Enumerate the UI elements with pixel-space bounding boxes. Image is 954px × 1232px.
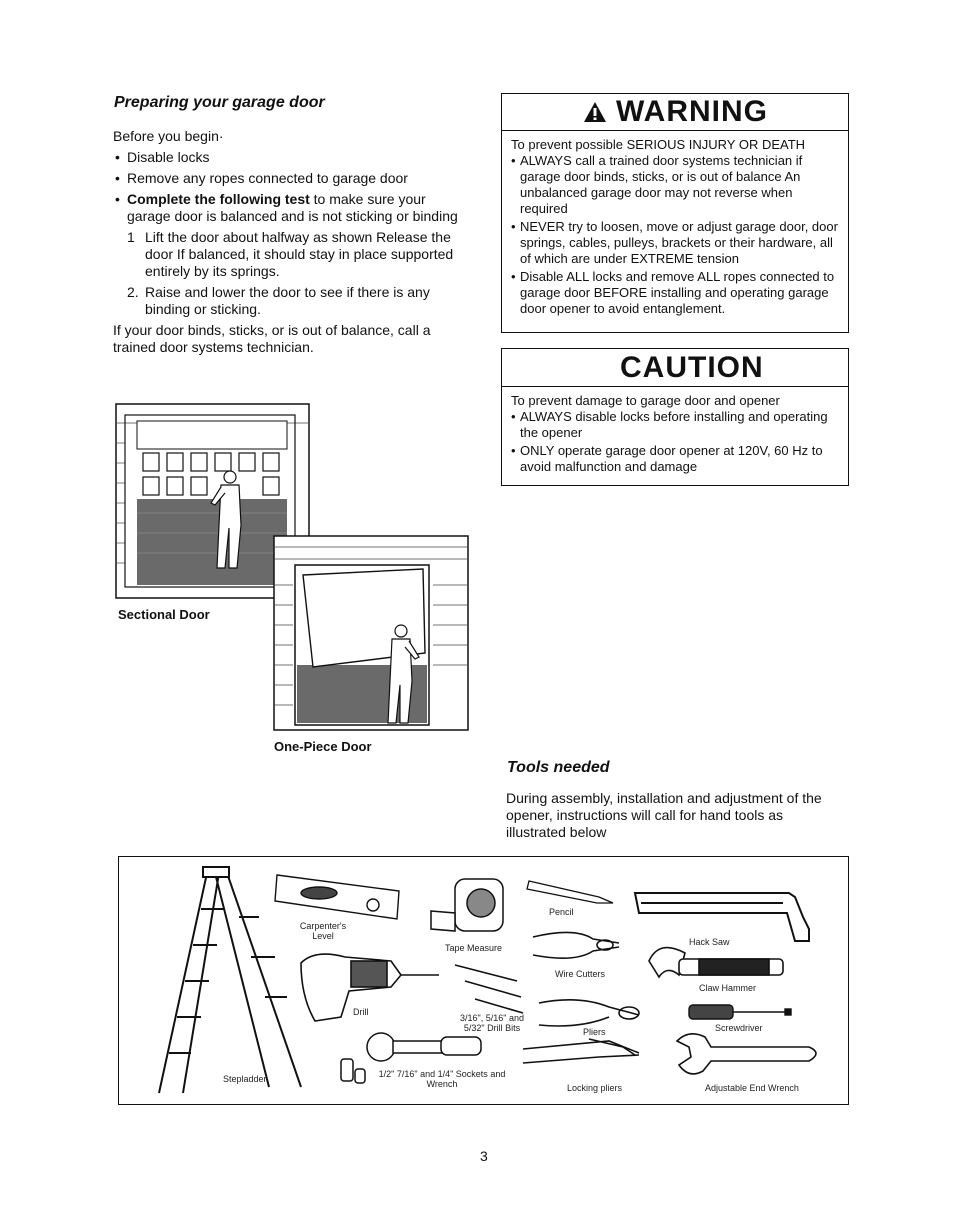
onepiece-caption: One-Piece Door (274, 739, 372, 754)
preparing-title: Preparing your garage door (114, 94, 325, 111)
carpenters-level-icon (275, 875, 399, 919)
step-1-num: 1 (127, 229, 135, 245)
label-screwdriver: Screwdriver (715, 1023, 763, 1033)
caution-intro: To prevent damage to garage door and opener (511, 393, 780, 408)
step-2 (127, 284, 458, 318)
step-1-text: Lift the door about halfway as shown Release the door If balanced, it should stay in place supported entirely by its springs. (145, 229, 454, 279)
bullet-complete-test (113, 191, 458, 225)
tools-illustration-box (118, 856, 849, 1105)
tools-drawings (119, 857, 847, 1103)
sectional-caption: Sectional Door (118, 607, 210, 622)
warning-content (502, 131, 848, 317)
label-stepladder: Stepladder (223, 1074, 267, 1084)
page-number: 3 (480, 1148, 488, 1164)
label-pencil: Pencil (549, 907, 574, 917)
preparing-body (113, 128, 458, 356)
hack-saw-icon (635, 893, 809, 941)
warning-title: WARNING (616, 95, 768, 128)
warning-list (511, 153, 840, 317)
pliers-icon (539, 1000, 639, 1026)
warning-triangle-icon (582, 100, 608, 124)
bullet-remove-ropes: • Remove any ropes connected to garage door (113, 170, 458, 187)
caution-header (502, 349, 848, 387)
label-drill: Drill (353, 1007, 369, 1017)
tools-intro: During assembly, installation and adjustment of the opener, instructions will call for hand tools as illustrated below (506, 790, 822, 840)
warning-header (502, 94, 848, 131)
label-hammer: Claw Hammer (699, 983, 757, 993)
caution-box (501, 348, 849, 486)
label-tape: Tape Measure (445, 943, 503, 953)
adjustable-wrench-icon (677, 1034, 816, 1074)
label-wrench: Adjustable End Wrench (705, 1083, 799, 1093)
warning-box (501, 93, 849, 333)
drill-icon (301, 954, 439, 1021)
label-locking-pliers: Locking pliers (567, 1083, 623, 1093)
caution-item: • ONLY operate garage door opener at 120V, 60 Hz to avoid malfunction and damage (511, 443, 840, 475)
warning-item: • ALWAYS call a trained door systems technician if garage door binds, sticks, or is out of balance An unbalanced garage door may not reverse when required (511, 153, 840, 217)
test-rest: to make sure your garage door is balanced and is not sticking or binding (127, 191, 458, 224)
caution-list (511, 409, 840, 475)
label-pliers: Pliers (583, 1027, 606, 1037)
step-1 (127, 229, 458, 280)
claw-hammer-icon (649, 948, 783, 977)
preparing-closing: If your door binds, sticks, or is out of balance, call a trained door systems technician. (113, 322, 431, 355)
step-2-num: 2. (127, 284, 139, 300)
label-level: Carpenter's Level (299, 921, 347, 941)
preparing-bullets (113, 149, 458, 225)
caution-content (502, 387, 848, 475)
label-sockets: 1/2" 7/16" and 1/4" Sockets and Wrench (378, 1069, 506, 1089)
locking-pliers-icon (523, 1039, 639, 1063)
label-hack-saw: Hack Saw (689, 937, 730, 947)
tape-measure-icon (431, 879, 503, 931)
caution-title: CAUTION (620, 350, 764, 384)
warning-item: • NEVER try to loosen, move or adjust garage door, door springs, cables, pulleys, brackets or their hardware, all of which are under EXTREME tension (511, 219, 840, 267)
label-bits: 3/16", 5/16" and 5/32" Drill Bits (460, 1013, 524, 1033)
wire-cutters-icon (533, 932, 619, 958)
label-wire-cutters: Wire Cutters (555, 969, 606, 979)
preparing-intro: Before you begin· (113, 128, 224, 144)
bullet-disable-locks: • Disable locks (113, 149, 458, 166)
drill-bits-icon (455, 965, 523, 1013)
warning-item: • Disable ALL locks and remove ALL ropes connected to garage door BEFORE installing and operating garage door opener to avoid entanglement. (511, 269, 840, 317)
pencil-icon (527, 881, 613, 903)
step-2-text: Raise and lower the door to see if there is any binding or sticking. (145, 284, 430, 317)
screwdriver-icon (689, 1005, 791, 1019)
caution-item: • ALWAYS disable locks before installing and operating the opener (511, 409, 840, 441)
warning-intro: To prevent possible SERIOUS INJURY OR DEATH (511, 137, 806, 152)
test-steps (127, 229, 458, 318)
test-bold: Complete the following test (127, 191, 310, 207)
one-piece-door-illustration (273, 535, 469, 731)
tools-title: Tools needed (507, 759, 610, 776)
